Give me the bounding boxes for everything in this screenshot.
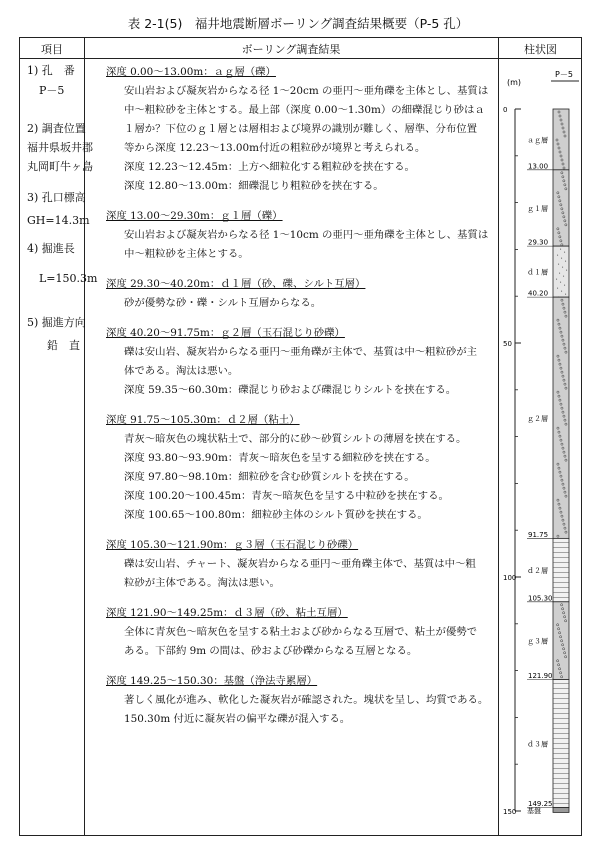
item-value: L=150.3m: [39, 272, 98, 285]
sand-mark: [566, 270, 567, 271]
section-line: 青灰～暗灰色の塊状粘土で、部分的に砂～砂質シルトの薄層を挟在する。: [124, 433, 467, 445]
section-heading: 深度 0.00～13.00m：ａｇ層（礫）: [106, 66, 276, 78]
item-label: 4) 掘進長: [27, 242, 75, 255]
depth-tick-label: 50: [503, 340, 512, 348]
section-heading: 深度 105.30～121.90m：ｇ３層（玉石混じり砂礫）: [106, 539, 359, 551]
section-line: 礫は安山岩、凝灰岩からなる亜円～亜角礫が主体で、基質は中～粗粒砂が主: [124, 346, 478, 358]
sand-mark: [561, 258, 562, 259]
section-line: 深度 100.65～100.80m：細粒砂主体のシルト質砂を挟在する。: [124, 509, 428, 521]
item-label: 2) 調査位置: [27, 122, 86, 135]
depth-tick-label: 0: [503, 106, 508, 114]
section-line: ある。下部約 9m の間は、砂および砂礫からなる互層となる。: [124, 645, 418, 657]
sand-mark: [559, 273, 560, 274]
page-title: 表 2-1(5) 福井地震断層ボーリング調査結果概要（P-5 孔）: [127, 16, 469, 31]
section-line: 中～粗粒砂を主体とする。: [124, 248, 249, 260]
section-line: 中～粗粒砂を主体とする。最上部（深度 0.00～1.30m）の細礫混じり砂はａ: [124, 104, 485, 116]
section-line: 深度 100.20～100.45m：青灰～暗灰色を呈する中粒砂を挟在する。: [124, 490, 449, 502]
sand-mark: [558, 264, 559, 265]
depth-tick-label: 150: [503, 808, 517, 816]
result-text: [104, 63, 510, 729]
layer-name: ｇ２層: [527, 414, 548, 423]
item-label: 5) 掘進方向: [27, 316, 86, 329]
section-line: 深度 93.80～93.90m：青灰～暗灰色を呈する細粒砂を挟在する。: [124, 452, 436, 464]
layer-name: 基盤: [527, 806, 541, 815]
section-line: 深度 59.35～60.30m：礫混じり砂および礫混じりシルトを挟在する。: [124, 384, 457, 396]
section-line: 150.30m 付近に凝灰岩の偏平な礫が混入する。: [124, 713, 351, 725]
section-line: 等から深度 12.23～13.00m付近の粗粒砂が境界と考えられる。: [124, 142, 426, 154]
result-table: [19, 37, 582, 836]
layer-rock: [553, 807, 569, 812]
sand-mark: [560, 249, 561, 250]
layer-name: ｄ２層: [527, 567, 548, 576]
sand-mark: [557, 255, 558, 256]
section-line: 深度 12.80～13.00m：細礫混じり粗粒砂を挟在する。: [124, 180, 384, 192]
layer-name: ｄ１層: [527, 268, 548, 277]
sand-mark: [564, 252, 565, 253]
sand-mark: [563, 276, 564, 277]
layer-mixed: [553, 246, 569, 297]
sand-mark: [562, 267, 563, 268]
section-line: 安山岩および凝灰岩からなる径 1～20cm の亜円～亜角礫を主体とし、基質は: [124, 85, 489, 97]
boundary-label: 149.25: [528, 799, 553, 808]
boundary-label: 105.30: [528, 594, 553, 603]
layer-name: ｇ１層: [527, 204, 548, 213]
section-line: 全体に青灰色～暗灰色を呈する粘土および砂からなる互層で、粘土が優勢で: [124, 626, 478, 638]
section-line: 礫は安山岩、チャート、凝灰岩からなる亜円～亜角礫主体で、基質は中～粗: [124, 558, 476, 570]
section-heading: 深度 149.25～150.30：基盤（浄法寺累層）: [106, 675, 318, 687]
section-heading: 深度 40.20～91.75m：ｇ２層（玉石混じり砂礫）: [106, 327, 345, 339]
sand-mark: [556, 279, 557, 280]
sand-mark: [557, 288, 558, 289]
section-line: 体である。淘汰は悪い。: [124, 365, 239, 377]
sand-mark: [565, 261, 566, 262]
item-label: 3) 孔口標高: [27, 191, 86, 204]
boundary-label: 29.30: [528, 238, 549, 247]
section-line: 砂が優勢な砂・礫・シルト互層からなる。: [124, 297, 322, 309]
sand-mark: [561, 291, 562, 292]
item-label: 1) 孔 番: [27, 64, 75, 77]
sand-mark: [565, 294, 566, 295]
header-column: 柱状図: [524, 43, 557, 56]
item-value: 福井県坂井郡: [27, 141, 93, 154]
boundary-label: 121.90: [528, 671, 553, 680]
section-heading: 深度 29.30～40.20m：ｄ１層（砂、礫、シルト互層）: [106, 278, 366, 290]
sand-mark: [560, 282, 561, 283]
depth-unit: (m): [507, 78, 522, 87]
section-line: １層か？下位のｇ１層とは層相および境界の識別が難しく、層準、分布位置: [124, 123, 478, 135]
item-value: P－5: [39, 84, 65, 97]
item-value: 丸岡町牛ヶ島: [27, 160, 93, 173]
layer-gravel: [553, 602, 569, 680]
section-heading: 深度 91.75～105.30m：ｄ２層（粘土）: [106, 414, 300, 426]
boring-log-column: [503, 59, 580, 836]
depth-tick-label: 100: [503, 574, 517, 582]
section-line: 著しく風化が進み、軟化した凝灰岩が確認された。塊状を呈し、均質である。: [124, 694, 489, 706]
header-result: ボーリング調査結果: [241, 43, 341, 56]
section-heading: 深度 121.90～149.25m：ｄ３層（砂、粘土互層）: [106, 607, 348, 619]
section-line: 粒砂が主体である。淘汰は悪い。: [124, 577, 280, 589]
header-item: 項目: [41, 43, 63, 56]
hole-label: P－5: [555, 70, 573, 79]
layer-name: ａｇ層: [527, 136, 548, 145]
boundary-label: 40.20: [528, 289, 549, 298]
section-line: 安山岩および凝灰岩からなる径 1～10cm の亜円～亜角礫を主体とし、基質は: [124, 229, 489, 241]
layer-name: ｄ３層: [527, 740, 548, 749]
divider-left: [84, 38, 85, 835]
header-divider: [20, 58, 581, 59]
section-heading: 深度 13.00～29.30m：ｇ１層（礫）: [106, 210, 283, 222]
boundary-label: 13.00: [528, 162, 549, 171]
item-value: 鉛 直: [47, 339, 80, 352]
layer-name: ｇ３層: [527, 637, 548, 646]
item-value: GH=14.3m: [27, 214, 90, 227]
section-line: 深度 12.23～12.45m：上方へ細粒化する粗粒砂を挟在する。: [124, 161, 415, 173]
sand-mark: [564, 285, 565, 286]
boundary-label: 91.75: [528, 530, 549, 539]
section-line: 深度 97.80～98.10m：細粒砂を含む砂質シルトを挟在する。: [124, 471, 415, 483]
